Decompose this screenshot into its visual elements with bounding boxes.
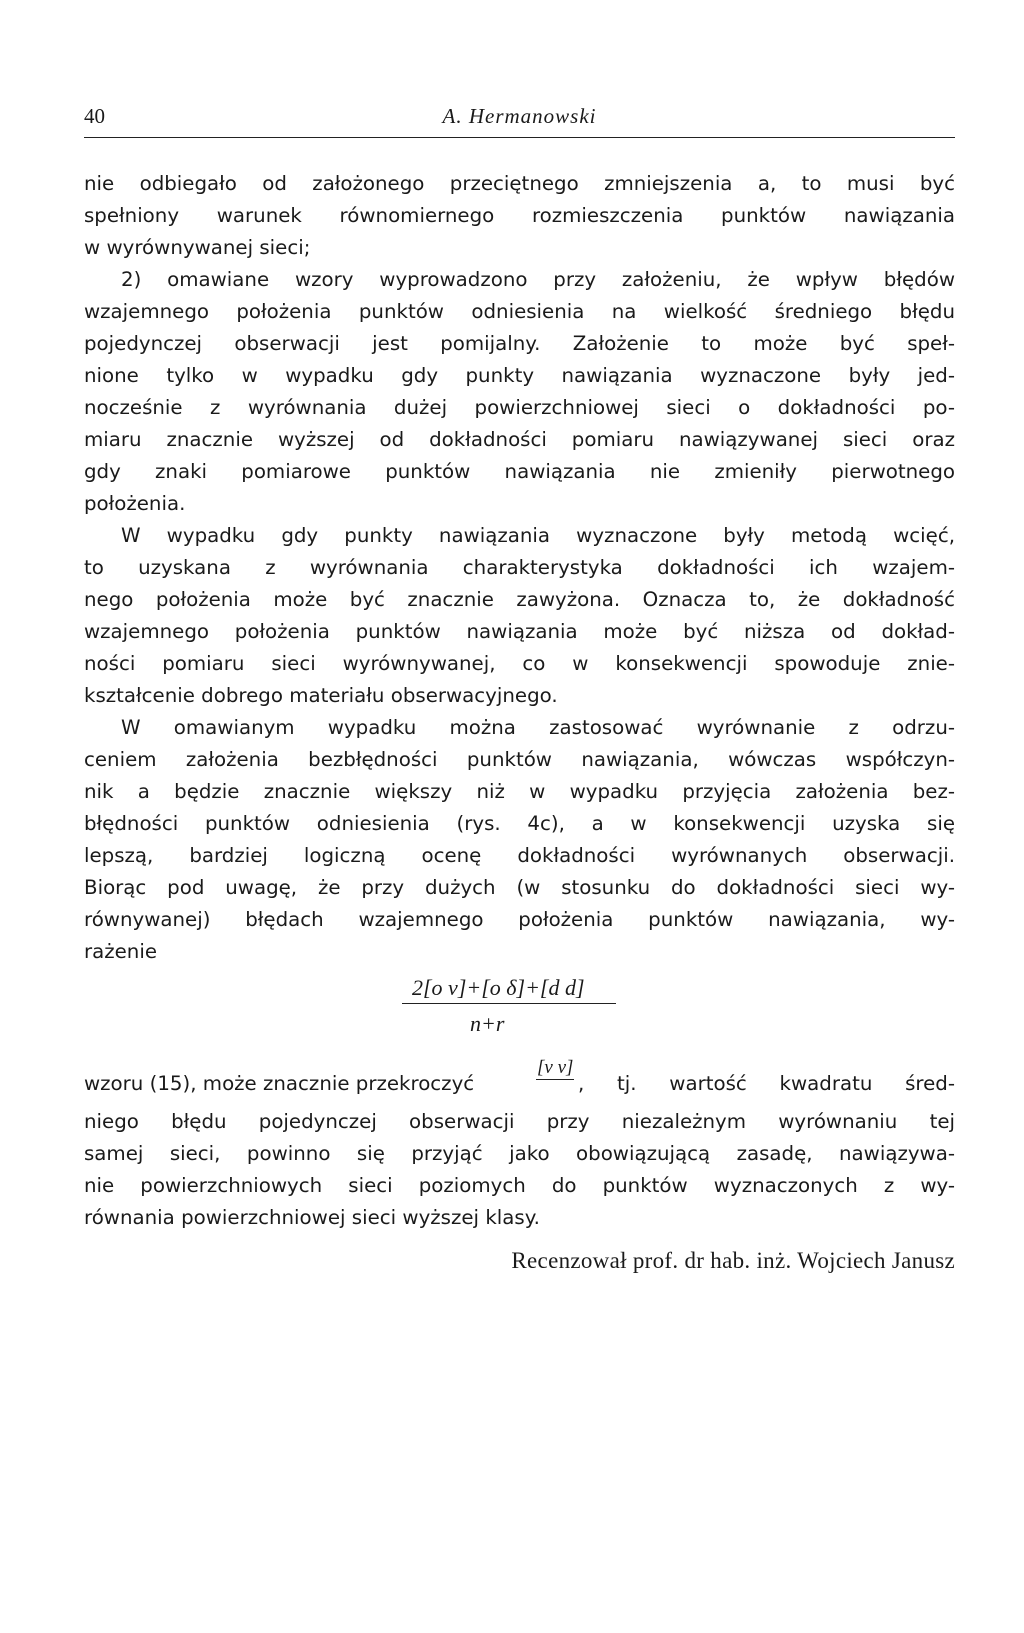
- text-line: to uzyskana z wyrównania charakterystyka dokładności ich wzajem-: [84, 556, 955, 579]
- article-body: [84, 168, 955, 1234]
- text-line: samej sieci, powinno się przyjąć jako obowiązującą zasadę, nawiązywa-: [84, 1142, 955, 1165]
- reviewer-signature: Recenzował prof. dr hab. inż. Wojciech Janusz: [511, 1248, 955, 1273]
- text-line: ności pomiaru sieci wyrównywanej, co w konsekwencji spowoduje znie-: [84, 652, 955, 675]
- running-head: A. Hermanowski: [442, 104, 597, 128]
- text-line: nione tylko w wypadku gdy punkty nawiązania wyznaczone były jed-: [84, 364, 955, 387]
- text-line: niego błędu pojedynczej obserwacji przy niezależnym wyrównaniu tej: [84, 1110, 955, 1133]
- text-line: wzajemnego położenia punktów odniesienia na wielkość średniego błędu: [84, 300, 955, 323]
- formula-denominator: n+r: [470, 1011, 505, 1036]
- text-line: błędności punktów odniesienia (rys. 4c), a w konsekwencji uzyska się: [84, 812, 955, 835]
- formula-reference-line: [84, 1054, 955, 1106]
- text-line: Biorąc pod uwagę, że przy dużych (w stosunku do dokładności sieci wy-: [84, 876, 955, 899]
- paragraph-1: [84, 168, 955, 264]
- paragraph-5: [84, 1106, 955, 1234]
- page-number: 40: [84, 104, 105, 128]
- text-line: ceniem założenia bezbłędności punktów nawiązania, wówczas współczyn-: [84, 748, 955, 771]
- text-line: nego położenia może być znacznie zawyżona. Oznacza to, że dokładność: [84, 588, 955, 611]
- text-line: pojedynczej obserwacji jest pomijalny. Założenie to może być speł-: [84, 332, 955, 355]
- paragraph-2: [84, 264, 955, 520]
- text-line: nie powierzchniowych sieci poziomych do punktów wyznaczonych z wy-: [84, 1174, 955, 1197]
- inline-fraction-numerator: [v v]: [537, 1057, 574, 1078]
- text-line: w wyrównywanej sieci;: [84, 236, 311, 259]
- formula-fraction: [84, 968, 955, 1054]
- text-line: kształcenie dobrego materiału obserwacyjnego.: [84, 684, 558, 707]
- text-line: wzajemnego położenia punktów nawiązania może być niższa od dokład-: [84, 620, 955, 643]
- text-line: 2) omawiane wzory wyprowadzono przy założeniu, że wpływ błędów: [121, 268, 955, 291]
- header-rule: [84, 137, 955, 138]
- inline-fraction-bar: [536, 1079, 574, 1080]
- text-line: nocześnie z wyrównania dużej powierzchniowej sieci o dokładności po-: [84, 396, 955, 419]
- page-header: [84, 104, 955, 136]
- text-line: równania powierzchniowej sieci wyższej klasy.: [84, 1206, 540, 1229]
- text-line: W wypadku gdy punkty nawiązania wyznaczone były metodą wcięć,: [121, 524, 955, 547]
- paragraph-4: [84, 712, 955, 968]
- formula-fraction-bar: [402, 1003, 616, 1004]
- text-line: równywanej) błędach wzajemnego położenia punktów nawiązania, wy-: [84, 908, 955, 931]
- text-line: nie odbiegało od założonego przeciętnego zmniejszenia a, to musi być: [84, 172, 955, 195]
- text-line: gdy znaki pomiarowe punktów nawiązania nie zmieniły pierwotnego: [84, 460, 955, 483]
- text-line: wzoru (15), może znacznie przekroczyć: [84, 1072, 475, 1095]
- text-line: spełniony warunek równomiernego rozmieszczenia punktów nawiązania: [84, 204, 955, 227]
- formula-numerator: 2[o v]+[o δ]+[d d]: [412, 975, 585, 1000]
- text-line: lepszą, bardziej logiczną ocenę dokładności wyrównanych obserwacji.: [84, 844, 955, 867]
- text-line: rażenie: [84, 940, 158, 963]
- paragraph-3: [84, 520, 955, 712]
- text-line: , tj. wartość kwadratu śred-: [578, 1072, 955, 1095]
- text-line: położenia.: [84, 492, 186, 515]
- text-line: miaru znacznie wyższej od dokładności pomiaru nawiązywanej sieci oraz: [84, 428, 955, 451]
- text-line: nik a będzie znacznie większy niż w wypadku przyjęcia założenia bez-: [84, 780, 955, 803]
- text-line: W omawianym wypadku można zastosować wyrównanie z odrzu-: [121, 716, 955, 739]
